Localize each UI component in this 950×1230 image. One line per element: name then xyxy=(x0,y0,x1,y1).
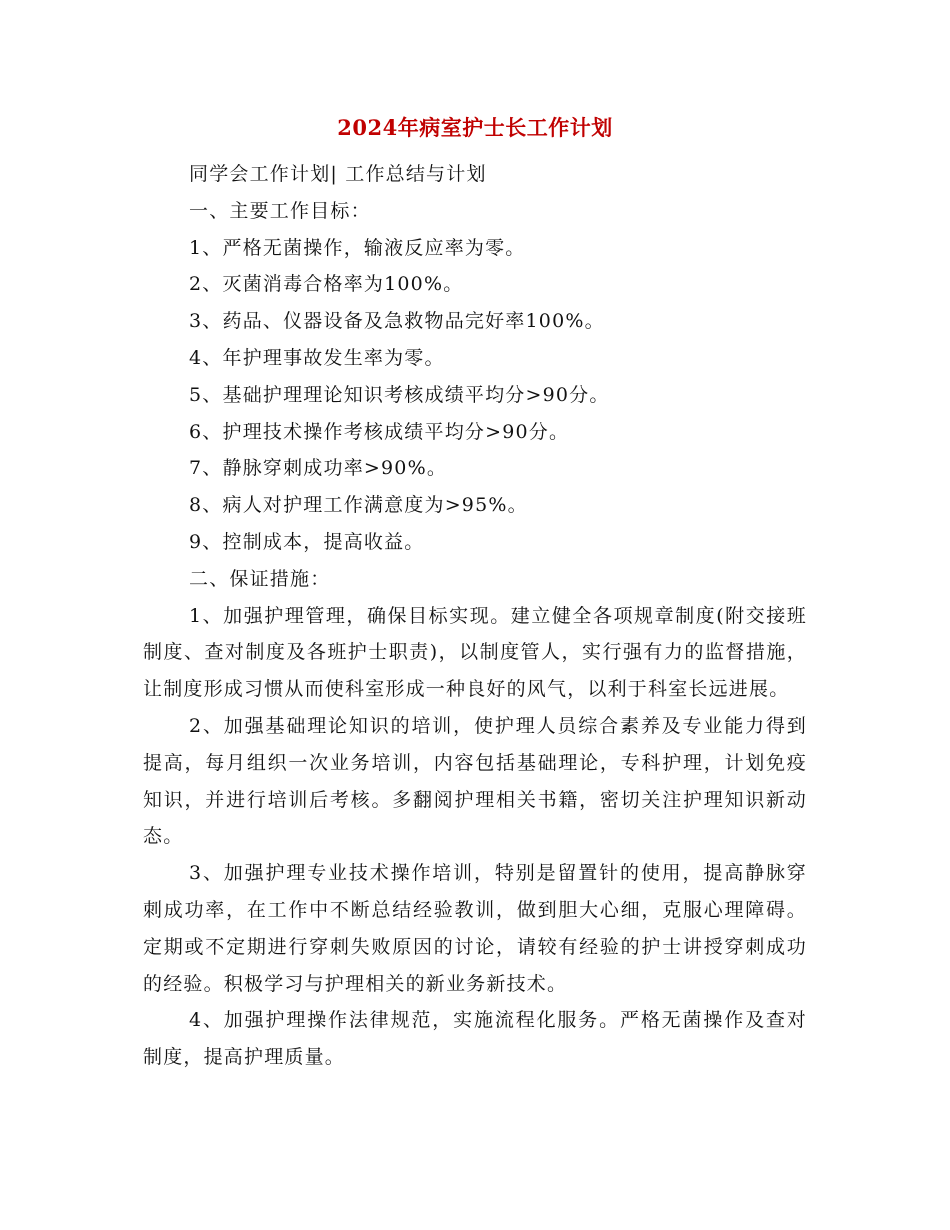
goal-item: 3、药品、仪器设备及急救物品完好率100%。 xyxy=(189,310,605,333)
goal-item: 9、控制成本，提高收益。 xyxy=(189,530,425,553)
goal-item: 1、严格无菌操作，输液反应率为零。 xyxy=(189,236,526,259)
document-title: 2024年病室护士长工作计划 xyxy=(337,115,613,140)
measure-paragraph: 1、加强护理管理，确保目标实现。建立健全各项规章制度(附交接班制度、查对制度及各班护士职责)，以制度管人，实行强有力的监督措施，让制度形成习惯从而使科室形成一种良好的风气，以利于科室长远进展。 xyxy=(143,604,807,701)
goal-item: 7、静脉穿刺成功率>90%。 xyxy=(189,457,448,480)
measure-paragraph: 3、加强护理专业技术操作培训，特别是留置针的使用，提高静脉穿刺成功率，在工作中不断总结经验教训，做到胆大心细，克服心理障碍。定期或不定期进行穿刺失败原因的讨论，请较有经验的护士讲授穿刺成功的经验。积极学习与护理相关的新业务新技术。 xyxy=(143,862,807,995)
measure-paragraph: 2、加强基础理论知识的培训，使护理人员综合素养及专业能力得到提高，每月组织一次业务培训，内容包括基础理论，专科护理，计划免疫知识，并进行培训后考核。多翻阅护理相关书籍，密切关注护理知识新动态。 xyxy=(143,714,807,848)
goal-item: 6、护理技术操作考核成绩平均分>90分。 xyxy=(189,420,570,443)
goal-item: 2、灭菌消毒合格率为100%。 xyxy=(189,273,464,296)
document-body xyxy=(143,156,807,1076)
goal-item: 4、年护理事故发生率为零。 xyxy=(189,346,445,369)
section-heading-goals: 一、主要工作目标： xyxy=(189,199,371,222)
document-subtitle: 同学会工作计划| 工作总结与计划 xyxy=(189,163,487,185)
section-heading-measures: 二、保证措施： xyxy=(189,567,331,590)
goal-item: 8、病人对护理工作满意度为>95%。 xyxy=(189,494,528,517)
measure-paragraph: 4、加强护理操作法律规范，实施流程化服务。严格无菌操作及查对制度，提高护理质量。 xyxy=(143,1009,807,1069)
goal-item: 5、基础护理理论知识考核成绩平均分>90分。 xyxy=(189,383,610,406)
